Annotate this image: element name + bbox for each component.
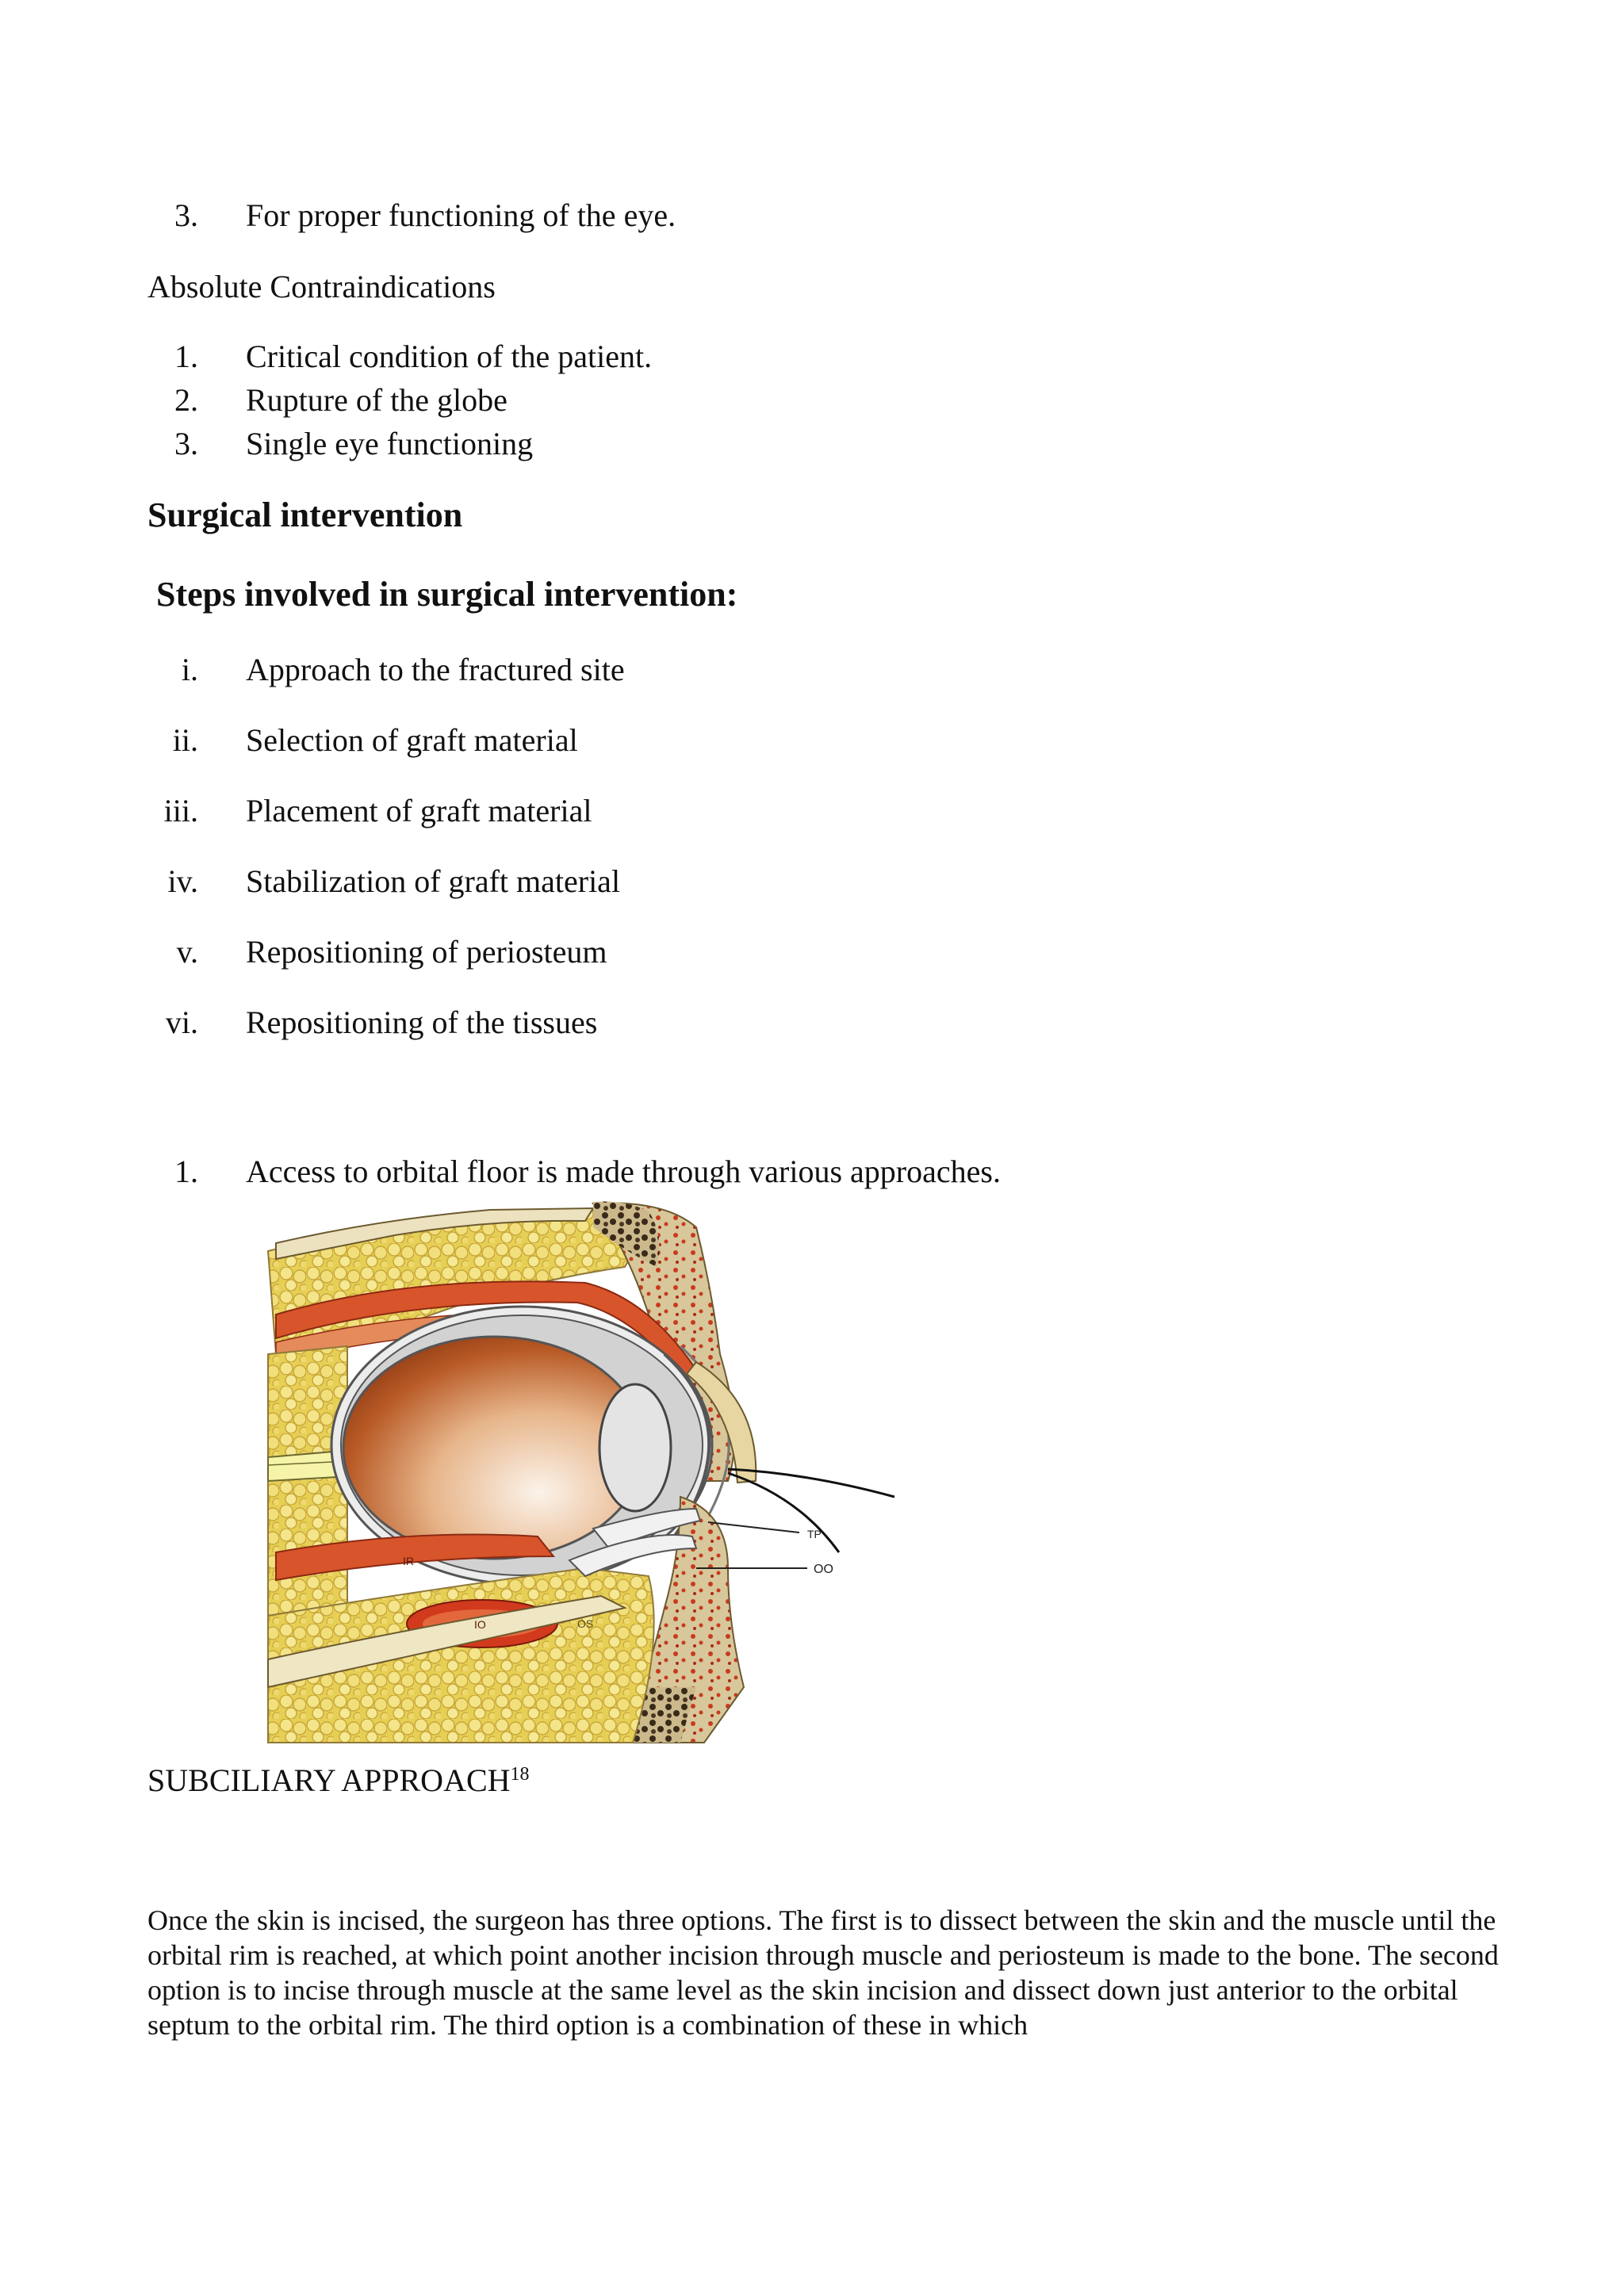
orbit-cross-section-figure bbox=[252, 1196, 952, 1751]
list-number: 2. bbox=[174, 382, 198, 418]
list-item: For proper functioning of the eye. bbox=[246, 197, 676, 233]
label-ir: IR bbox=[403, 1555, 414, 1567]
section-title: Surgical intervention bbox=[147, 496, 463, 534]
step-number: v. bbox=[176, 934, 198, 970]
step-item: Approach to the fractured site bbox=[246, 652, 625, 687]
list-item: Rupture of the globe bbox=[246, 382, 508, 418]
label-tp: TP bbox=[807, 1528, 822, 1540]
label-io: IO bbox=[474, 1618, 486, 1631]
list-item: Critical condition of the patient. bbox=[246, 339, 653, 374]
list-number: 3. bbox=[174, 426, 198, 461]
step-number: i. bbox=[181, 652, 198, 687]
step-item: Repositioning of the tissues bbox=[246, 1004, 598, 1040]
step-item: Placement of graft material bbox=[246, 793, 592, 828]
body-paragraph: Once the skin is incised, the surgeon has three options. The first is to dissect between the skin and the muscle until the orbital rim is reached, at which point another incision through muscle and periosteum is made to the bone. The second option is to incise through muscle at the same level as the skin incision and dissect down just anterior to the orbital septum to the orbital rim. The third option is a combination of these in which bbox=[147, 1904, 1499, 2041]
list-number: 3. bbox=[174, 197, 198, 233]
caption-reference: 18 bbox=[510, 1764, 530, 1785]
list-number: 1. bbox=[174, 1154, 198, 1189]
step-item: Selection of graft material bbox=[246, 722, 578, 758]
list-item: Access to orbital floor is made through various approaches. bbox=[246, 1154, 1001, 1189]
step-number: iv. bbox=[167, 863, 198, 899]
step-number: ii. bbox=[172, 722, 198, 758]
label-os: OS bbox=[577, 1617, 594, 1630]
caption-text: SUBCILIARY APPROACH bbox=[147, 1762, 511, 1798]
list-item: Single eye functioning bbox=[246, 426, 534, 461]
step-item: Repositioning of periosteum bbox=[246, 934, 607, 970]
step-number: vi. bbox=[165, 1004, 198, 1040]
list-number: 1. bbox=[174, 339, 198, 374]
figure-caption bbox=[147, 1762, 530, 1800]
steps-title: Steps involved in surgical intervention: bbox=[156, 575, 738, 614]
step-number: iii. bbox=[163, 793, 198, 828]
step-item: Stabilization of graft material bbox=[246, 863, 621, 899]
contraindications-heading: Absolute Contraindications bbox=[147, 269, 496, 304]
label-oo: OO bbox=[814, 1563, 833, 1576]
